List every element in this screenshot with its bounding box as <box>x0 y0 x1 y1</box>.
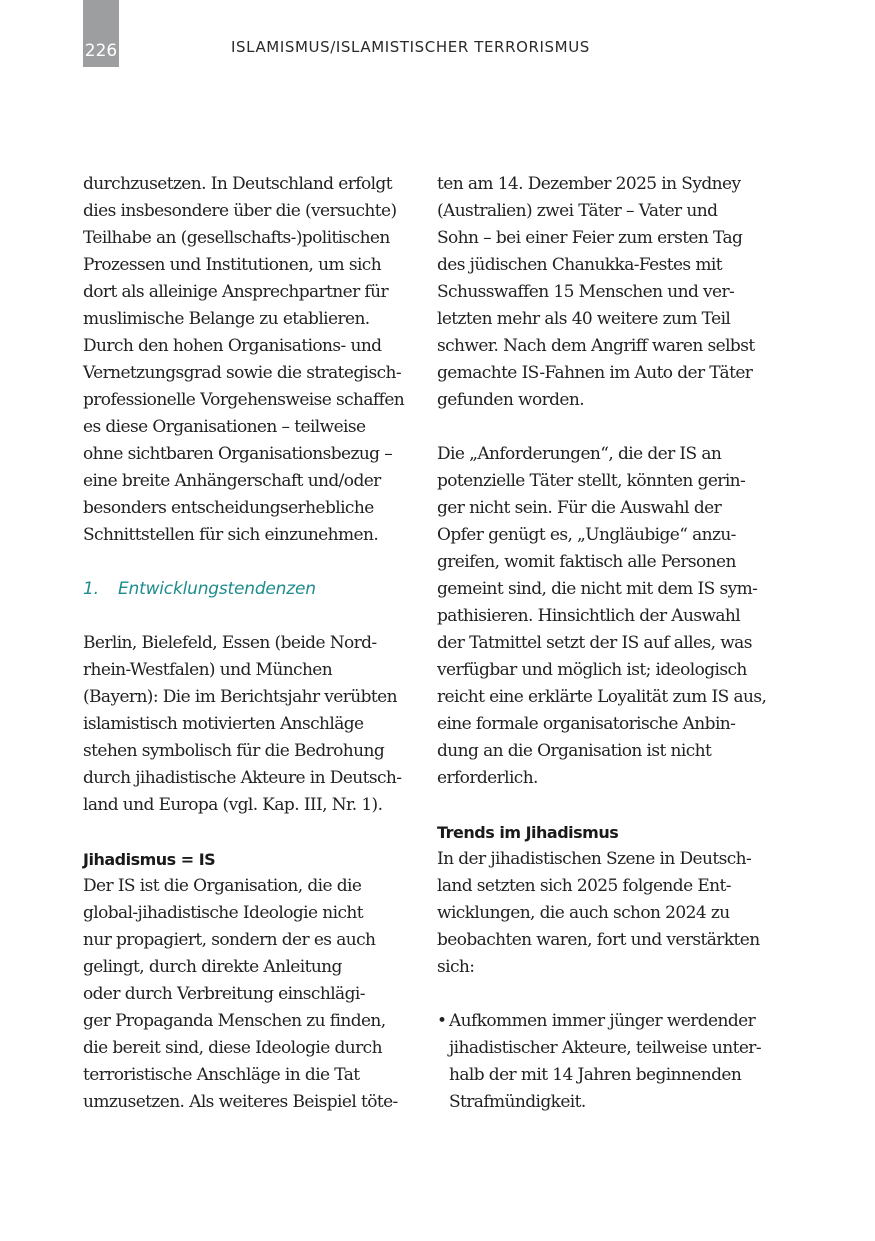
text-line: muslimische Belange zu etablieren. <box>83 309 370 329</box>
text-line: (Australien) zwei Täter – Vater und <box>437 201 718 221</box>
text-line: eine breite Anhängerschaft und/oder <box>83 471 381 491</box>
text-line: dung an die Organisation ist nicht <box>437 741 712 761</box>
text-line: Schusswaffen 15 Menschen und ver- <box>437 282 735 302</box>
text-line: global-jihadistische Ideologie nicht <box>83 903 363 923</box>
spacer <box>83 819 413 846</box>
text-line: Die „Anforderungen“, die der IS an <box>437 444 722 464</box>
text-line: ger Propaganda Menschen zu finden, <box>83 1011 386 1031</box>
subheading: Jihadismus = IS <box>83 850 216 869</box>
text-line: greifen, womit faktisch alle Personen <box>437 552 736 572</box>
text-line: Prozessen und Institutionen, um sich <box>83 255 382 275</box>
spacer <box>83 603 413 630</box>
spacer <box>437 414 767 441</box>
text-line: eine formale organisatorische Anbin- <box>437 714 736 734</box>
text-line: beobachten waren, fort und verstärkten <box>437 930 760 950</box>
text-line: der Tatmittel setzt der IS auf alles, was <box>437 633 752 653</box>
text-line: Strafmündigkeit. <box>449 1092 586 1112</box>
text-line: Teilhabe an (gesellschafts-)politischen <box>83 228 390 248</box>
spacer <box>83 549 413 576</box>
requirements-paragraph <box>437 441 767 792</box>
text-line: Aufkommen immer jünger werdender <box>449 1011 756 1031</box>
text-line: gemeint sind, die nicht mit dem IS sym- <box>437 579 758 599</box>
bullet-list-item <box>437 1008 767 1116</box>
text-line: dort als alleinige Ansprechpartner für <box>83 282 388 302</box>
section-heading <box>83 576 413 603</box>
text-line: durch jihadistische Akteure in Deutsch- <box>83 768 402 788</box>
continuation-paragraph <box>437 171 767 414</box>
text-line: ger nicht sein. Für die Auswahl der <box>437 498 722 518</box>
text-line: islamistisch motivierten Anschläge <box>83 714 364 734</box>
text-line: oder durch Verbreitung einschlägi- <box>83 984 365 1004</box>
right-column <box>437 171 767 1116</box>
text-line: schwer. Nach dem Angriff waren selbst <box>437 336 755 356</box>
text-line: (Bayern): Die im Berichtsjahr verübten <box>83 687 397 707</box>
text-line: des jüdischen Chanukka-Festes mit <box>437 255 722 275</box>
text-line: wicklungen, die auch schon 2024 zu <box>437 903 730 923</box>
text-line: gemachte IS-Fahnen im Auto der Täter <box>437 363 753 383</box>
text-line: terroristische Anschläge in die Tat <box>83 1065 360 1085</box>
text-line: besonders entscheidungserhebliche <box>83 498 374 518</box>
text-line: verfügbar und möglich ist; ideologisch <box>437 660 747 680</box>
text-line: Der IS ist die Organisation, die die <box>83 876 362 896</box>
intro-paragraph <box>83 171 413 549</box>
section-title: Entwicklungstendenzen <box>118 579 316 599</box>
section-paragraph <box>83 630 413 819</box>
text-line: letzten mehr als 40 weitere zum Teil <box>437 309 731 329</box>
spacer <box>437 981 767 1008</box>
running-header-title: ISLAMISMUS/ISLAMISTISCHER TERRORISMUS <box>231 38 590 56</box>
text-line: Vernetzungsgrad sowie die strategisch- <box>83 363 401 383</box>
trends-paragraph <box>437 846 767 981</box>
text-line: die bereit sind, diese Ideologie durch <box>83 1038 382 1058</box>
text-line: Sohn – bei einer Feier zum ersten Tag <box>437 228 743 248</box>
page-number-tab <box>83 0 119 67</box>
text-line: nur propagiert, sondern der es auch <box>83 930 376 950</box>
text-line: ohne sichtbaren Organisationsbezug – <box>83 444 393 464</box>
text-line: Opfer genügt es, „Ungläubige“ anzu- <box>437 525 736 545</box>
text-line: stehen symbolisch für die Bedrohung <box>83 741 385 761</box>
text-line: Schnittstellen für sich einzunehmen. <box>83 525 379 545</box>
spacer <box>437 792 767 819</box>
left-column <box>83 171 413 1116</box>
text-line: professionelle Vorgehensweise schaffen <box>83 390 405 410</box>
page-number: 226 <box>84 41 118 61</box>
bullet-marker: • <box>437 1011 447 1031</box>
text-line: Durch den hohen Organisations- und <box>83 336 382 356</box>
text-line: dies insbesondere über die (versuchte) <box>83 201 397 221</box>
text-line: Berlin, Bielefeld, Essen (beide Nord- <box>83 633 377 653</box>
text-line: umzusetzen. Als weiteres Beispiel töte- <box>83 1092 398 1112</box>
text-line: erforderlich. <box>437 768 538 788</box>
text-line: land und Europa (vgl. Kap. III, Nr. 1). <box>83 795 383 815</box>
text-line: In der jihadistischen Szene in Deutsch- <box>437 849 752 869</box>
text-line: durchzusetzen. In Deutschland erfolgt <box>83 174 392 194</box>
sub-paragraph <box>83 873 413 1116</box>
text-line: gelingt, durch direkte Anleitung <box>83 957 342 977</box>
section-number: 1. <box>83 579 99 599</box>
text-line: halb der mit 14 Jahren beginnenden <box>449 1065 742 1085</box>
text-line: es diese Organisationen – teilweise <box>83 417 366 437</box>
text-line: sich: <box>437 957 475 977</box>
text-line: reicht eine erklärte Loyalität zum IS aus, <box>437 687 767 707</box>
text-line: land setzten sich 2025 folgende Ent- <box>437 876 731 896</box>
text-line: ten am 14. Dezember 2025 in Sydney <box>437 174 741 194</box>
text-line: potenzielle Täter stellt, könnten gerin- <box>437 471 746 491</box>
text-line: jihadistischer Akteure, teilweise unter- <box>449 1038 761 1058</box>
text-line: rhein-Westfalen) und München <box>83 660 333 680</box>
text-line: gefunden worden. <box>437 390 585 410</box>
subheading: Trends im Jihadismus <box>437 823 619 842</box>
text-line: pathisieren. Hinsichtlich der Auswahl <box>437 606 741 626</box>
